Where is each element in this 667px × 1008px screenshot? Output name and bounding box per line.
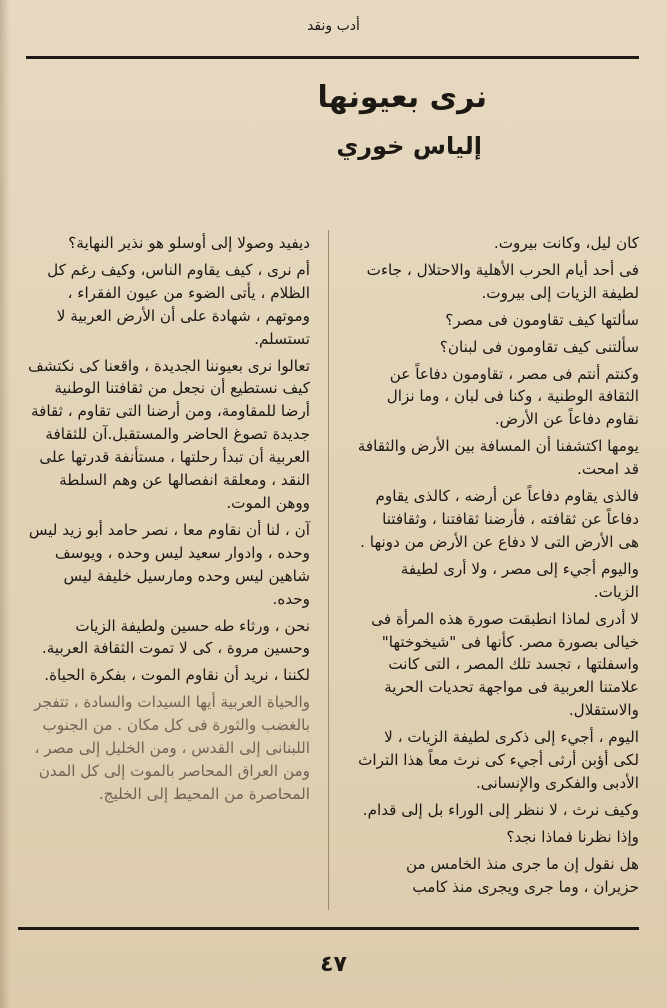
- paragraph: ديفيد وصولا إلى أوسلو هو نذير النهاية؟: [68, 234, 310, 252]
- paragraph: واليوم أجيء إلى مصر ، ولا أرى لطيفة الزيات.: [400, 559, 639, 601]
- paragraph: وإذا نظرنا فماذا نجد؟: [506, 827, 639, 846]
- section-header: أدب ونقد: [307, 18, 360, 34]
- left-column: [28, 232, 310, 810]
- paragraph: يومها اكتشفنا أن المسافة بين الأرض والثقافة قد امحت.: [357, 437, 639, 479]
- binding-shadow: [0, 0, 10, 1008]
- paragraph: فى أحد أيام الحرب الأهلية والاحتلال ، جاءت لطيفة الزيات إلى بيروت.: [366, 260, 639, 302]
- paragraph: لا أدرى لماذا انطبقت صورة هذه المرأة فى خيالى بصورة مصر. كأنها فى "شيخوختها" واسفلتها ، تجسد تلك المصر ، التى كانت علامتنا العربية فى مواجهة تحديات الحرية والاستقلال.: [371, 609, 639, 720]
- right-column: [357, 232, 639, 902]
- top-rule: [26, 56, 639, 59]
- column-divider: [328, 230, 329, 910]
- paragraph: لكننا ، نريد أن نقاوم الموت ، بفكرة الحياة.: [44, 666, 310, 685]
- paragraph: سألتنى كيف تقاومون فى لبنان؟: [439, 337, 639, 356]
- bottom-rule: [18, 927, 639, 930]
- paragraph: اليوم ، أجيء إلى ذكرى لطيفة الزيات ، لا لكى أؤبن أرثى أجيء كى نرث معاً هذا التراث الأدبى والفكرى والإنسانى.: [358, 728, 639, 792]
- paragraph: والحياة العربية أيها السيدات والسادة ، تتفجر بالغضب والثورة فى كل مكان . من الجنوب اللبنانى إلى القدس ، ومن الخليل إلى مصر ، ومن العراق المحاصر بالموت إلى كل المدن المحاصرة من المحيط إلى الخليج.: [34, 693, 310, 803]
- paragraph: تعالوا نرى بعيوننا الجديدة ، واقعنا كى نكتشف كيف نستطيع أن نجعل من ثقافتنا الوطنية أرضا للمقاومة، ومن أرضنا التى تقاوم ، ثقافة جديدة تصوغ الحاضر والمستقبل.آن للثقافة العربية أن تبدأ رحلتها ، مستأنفة قدرتها على النقد ، ومعلقة انفصالها عن وهم السلطة ووهن الموت.: [28, 356, 310, 512]
- paragraph: نحن ، ورثاء طه حسين ولطيفة الزيات وحسين مروة ، كى لا تموت الثقافة العربية.: [41, 616, 310, 658]
- paragraph: آن ، لنا أن نقاوم معا ، نصر حامد أبو زيد ليس وحده ، وادوار سعيد ليس وحده ، ويوسف شاهين ليس وحده ومارسيل خليفة ليس وحده.: [28, 520, 310, 608]
- paragraph: كان ليل، وكانت بيروت.: [493, 234, 639, 252]
- paragraph: هل نقول إن ما جرى منذ الخامس من حزيران ، وما جرى ويجرى منذ كامب: [405, 854, 639, 896]
- paragraph: فالذى يقاوم دفاعاً عن أرضه ، كالذى يقاوم دفاعاً عن ثقافته ، فأرضنا ثقافتنا ، وثقافتنا هى الأرض التى لا دفاع عن الأرض من دونها .: [360, 487, 639, 551]
- paragraph: أم نرى ، كيف يقاوم الناس، وكيف رغم كل الظلام ، يأتى الضوء من عيون الفقراء ، وموتهم ، شهادة على أن الأرض العربية لا تستسلم.: [47, 260, 310, 348]
- article-author: إلياس خوري: [336, 132, 482, 160]
- paragraph: وكيف نرث ، لا ننظر إلى الوراء بل إلى قدام.: [362, 800, 639, 819]
- paragraph: سألتها كيف تقاومون فى مصر؟: [445, 310, 639, 329]
- article-title: نرى بعيونها: [317, 80, 487, 115]
- paragraph: وكنتم أنتم فى مصر ، تقاومون دفاعاً عن الثقافة الوطنية ، وكنا فى لبان ، وما نزال نقاوم دفاعاً عن الأرض.: [386, 364, 639, 429]
- page-number: ٤٧: [320, 952, 347, 977]
